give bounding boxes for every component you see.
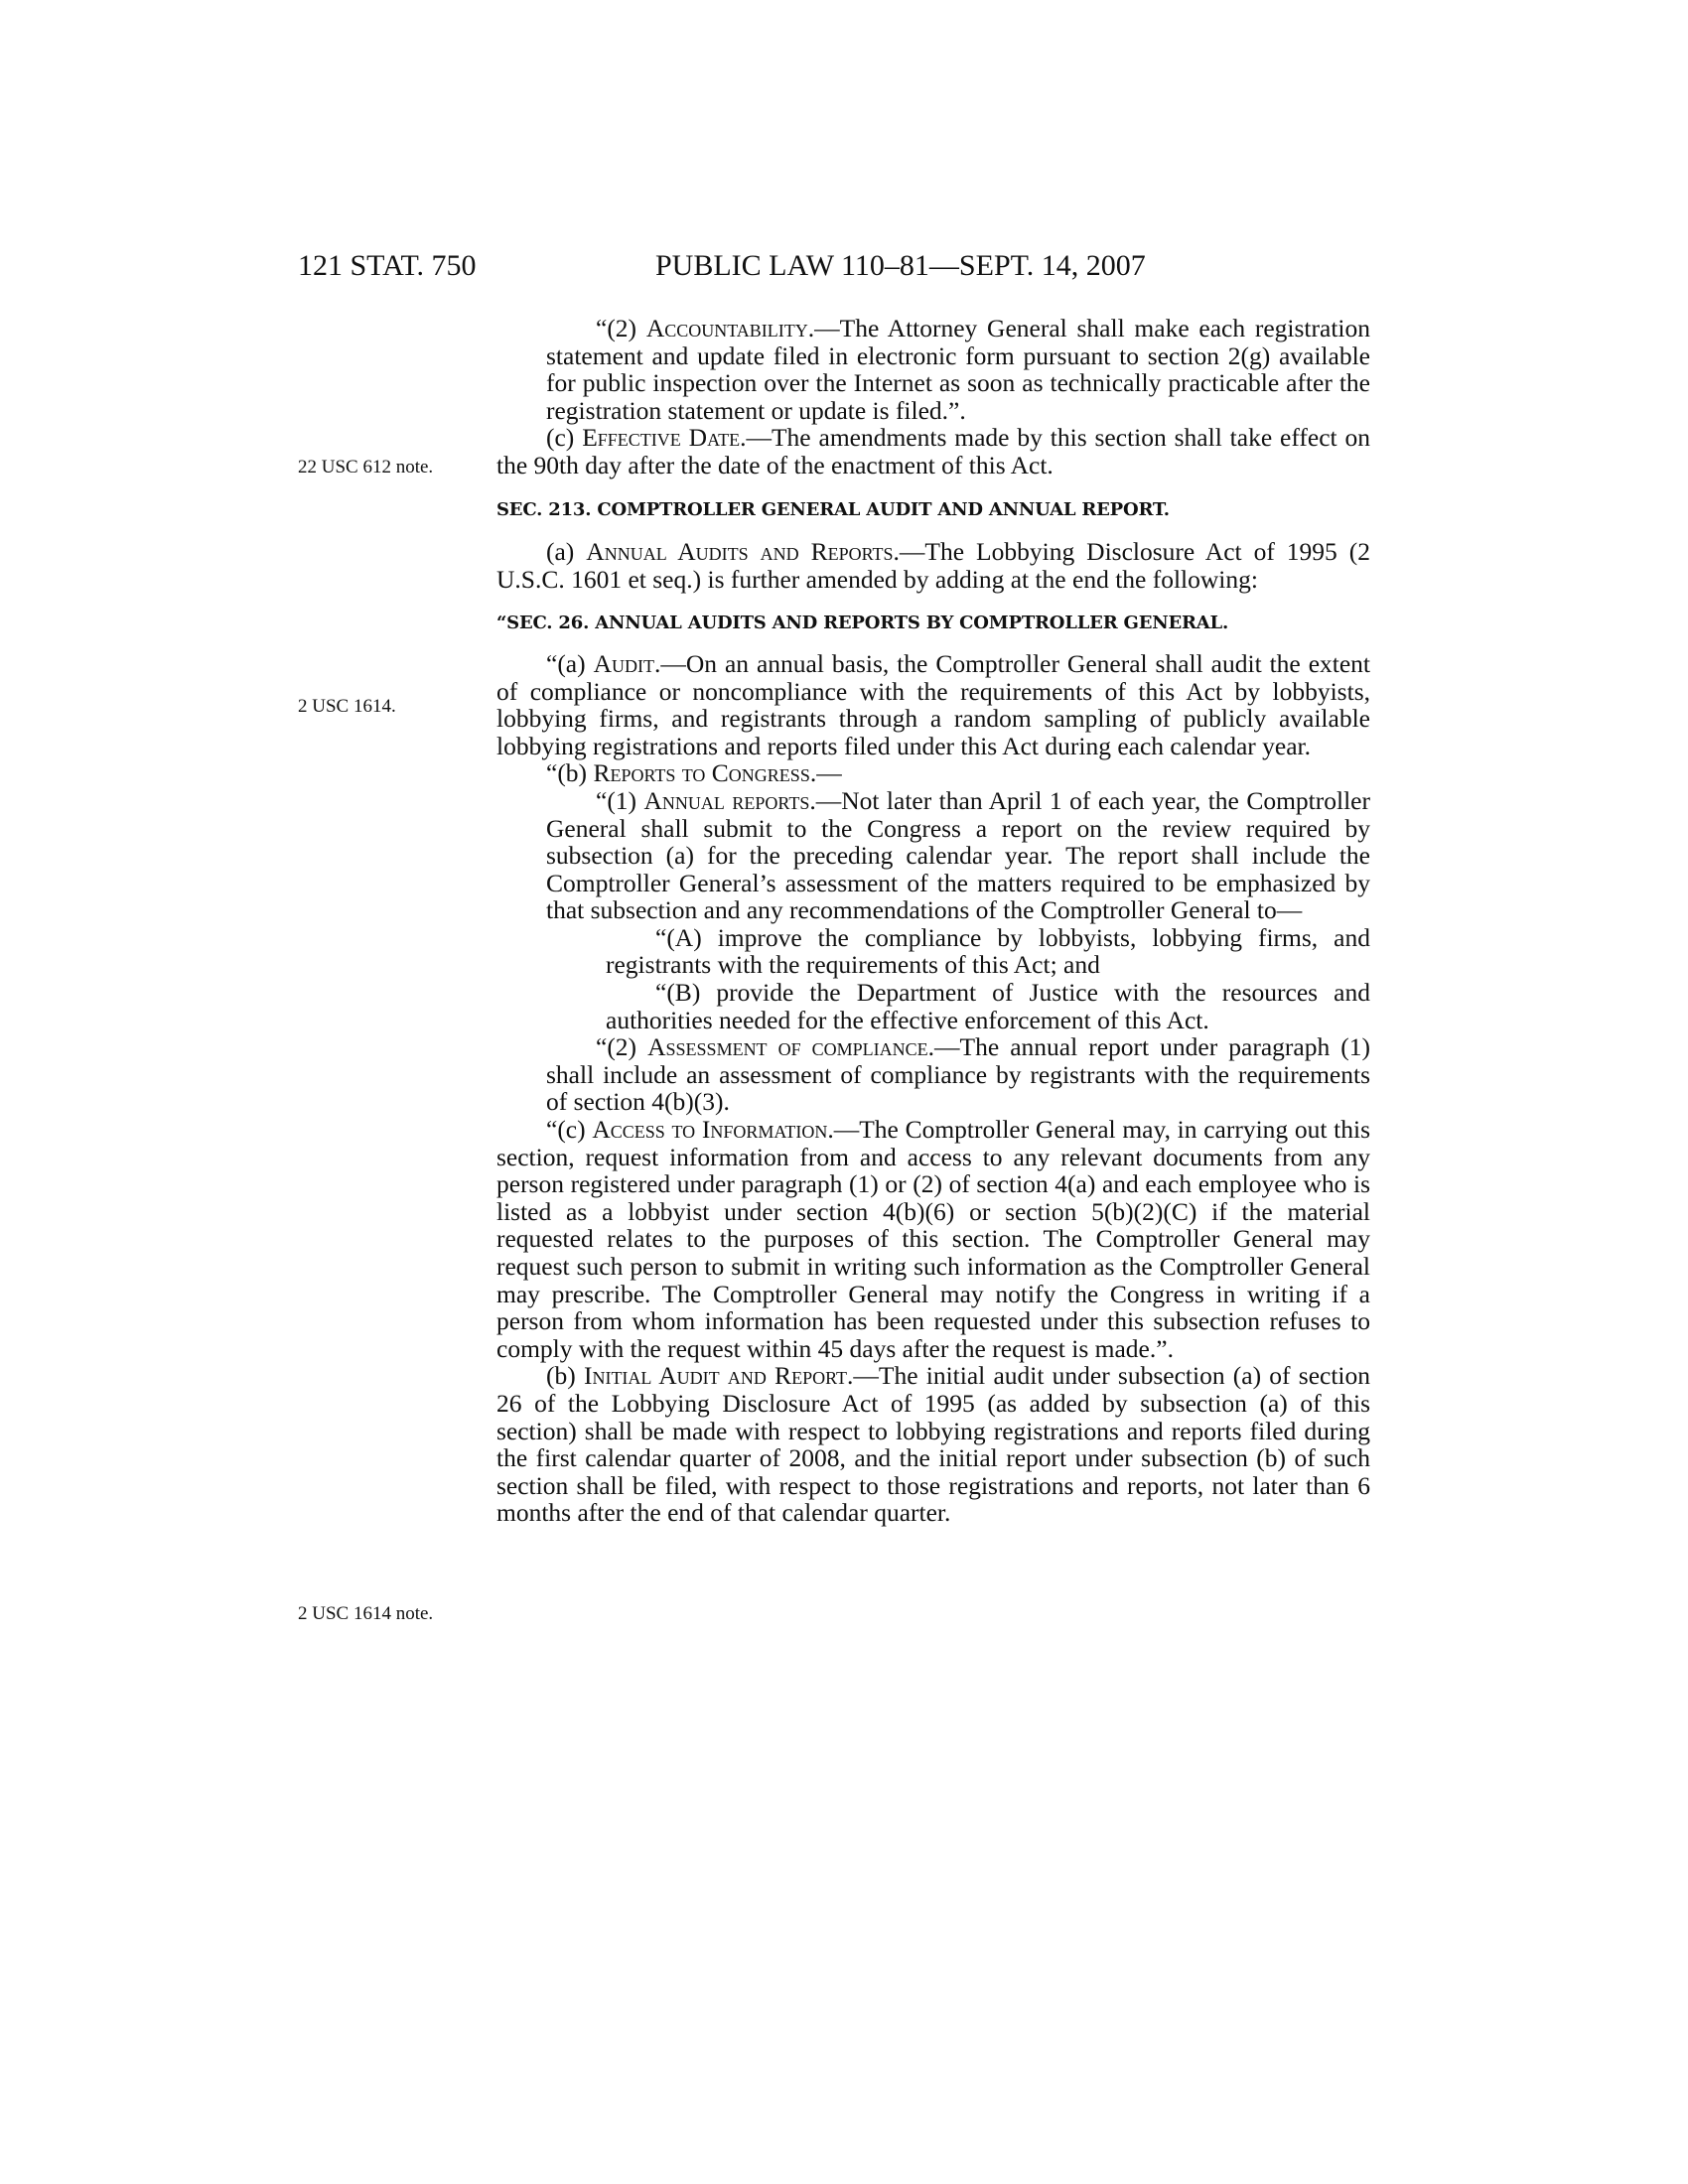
- section-213-heading: SEC. 213. COMPTROLLER GENERAL AUDIT AND ANNUAL REPORT.: [496, 498, 1170, 520]
- paragraph-access-to-information: “(c) Access to Information.—The Comptroller General may, in carrying out this section, request information from and access to any relevant documents from any person registered under paragraph (1) or (2) of section 4(a) and each employee who is listed as a lobbyist under section 4(b)(6) or section 5(b)(2)(C) if the material requested relates to the purposes of this section. The Comptroller General may request such person to submit in writing such information as the Comptroller General may prescribe. The Comptroller General may notify the Congress in writing if a person from whom information has been requested under this subsection refuses to comply with the request within 45 days after the request is made.”.: [496, 1115, 1370, 1363]
- heading-effective-date: Effective Date: [582, 423, 741, 453]
- statute-body: [496, 315, 1370, 1527]
- paragraph-accountability: “(2) Accountability.—The Attorney General shall make each registration statement and update filed in electronic form pursuant to section 2(g) available for public inspection over the Internet as soon as technically practicable after the registration statement or update is filed.”.: [546, 314, 1370, 425]
- margin-note-2-usc-1614: 2 USC 1614.: [298, 696, 396, 717]
- paragraph-reports-to-congress: “(b) Reports to Congress.—: [546, 758, 842, 788]
- paragraph-audit: “(a) Audit.—On an annual basis, the Comptroller General shall audit the extent of compliance or noncompliance with the requirements of this Act by lobbyists, lobbying firms, and registrants through a random sampling of publicly available lobbying registrations and reports filed under this Act during each calendar year.: [496, 648, 1371, 760]
- page-header: [0, 246, 1688, 286]
- heading-annual-reports: Annual reports: [643, 785, 810, 815]
- heading-access-to-information: Access to Information: [592, 1115, 828, 1145]
- paragraph-initial-audit: (b) Initial Audit and Report.—The initial audit under subsection (a) of section 26 of the Lobbying Disclosure Act of 1995 (as added by subsection (a) of this section) shall be made with respect to lobbying registrations and reports filed during the first calendar quarter of 2008, and the initial report under subsection (b) of such section shall be filed, with respect to those registrations and reports, not later than 6 months after the end of that calendar quarter.: [496, 1361, 1370, 1528]
- subparagraph-a: “(A) improve the compliance by lobbyists, lobbying firms, and registrants with the requirements of this Act; and: [606, 922, 1370, 980]
- heading-reports-to-congress: Reports to Congress: [593, 758, 810, 788]
- margin-note-22-usc-612: 22 USC 612 note.: [298, 457, 434, 478]
- paragraph-effective-date: (c) Effective Date.—The amendments made by this section shall take effect on the 90th day after the date of the enactment of this Act.: [496, 423, 1370, 479]
- public-law-title: PUBLIC LAW 110–81—SEPT. 14, 2007: [655, 249, 1146, 282]
- section-26-heading: “SEC. 26. ANNUAL AUDITS AND REPORTS BY COMPTROLLER GENERAL.: [496, 613, 1229, 634]
- heading-annual-audits: Annual Audits and Reports: [586, 537, 894, 567]
- heading-initial-audit: Initial Audit and Report: [583, 1361, 847, 1391]
- stat-page-reference: 121 STAT. 750: [298, 249, 477, 282]
- margin-note-2-usc-1614-note: 2 USC 1614 note.: [298, 1603, 434, 1624]
- paragraph-assessment-of-compliance: “(2) Assessment of compliance.—The annual report under paragraph (1) shall include an assessment of compliance by registrants with the requirements of section 4(b)(3).: [546, 1032, 1371, 1117]
- heading-accountability: Accountability: [645, 314, 808, 342]
- paragraph-annual-reports: “(1) Annual reports.—Not later than April 1 of each year, the Comptroller General shall submit to the Congress a report on the review required by subsection (a) for the preceding calendar year. The report shall include the Comptroller General’s assessment of the matters required to be emphasized by that subsection and any recommendations of the Comptroller General to—: [546, 785, 1370, 925]
- subparagraph-b: “(B) provide the Department of Justice with the resources and authorities needed for the effective enforcement of this Act.: [606, 978, 1370, 1034]
- heading-audit: Audit: [593, 648, 654, 678]
- heading-assessment-of-compliance: Assessment of compliance: [647, 1032, 928, 1062]
- paragraph-annual-audits: (a) Annual Audits and Reports.—The Lobbying Disclosure Act of 1995 (2 U.S.C. 1601 et seq.) is further amended by adding at the end the following:: [496, 537, 1370, 594]
